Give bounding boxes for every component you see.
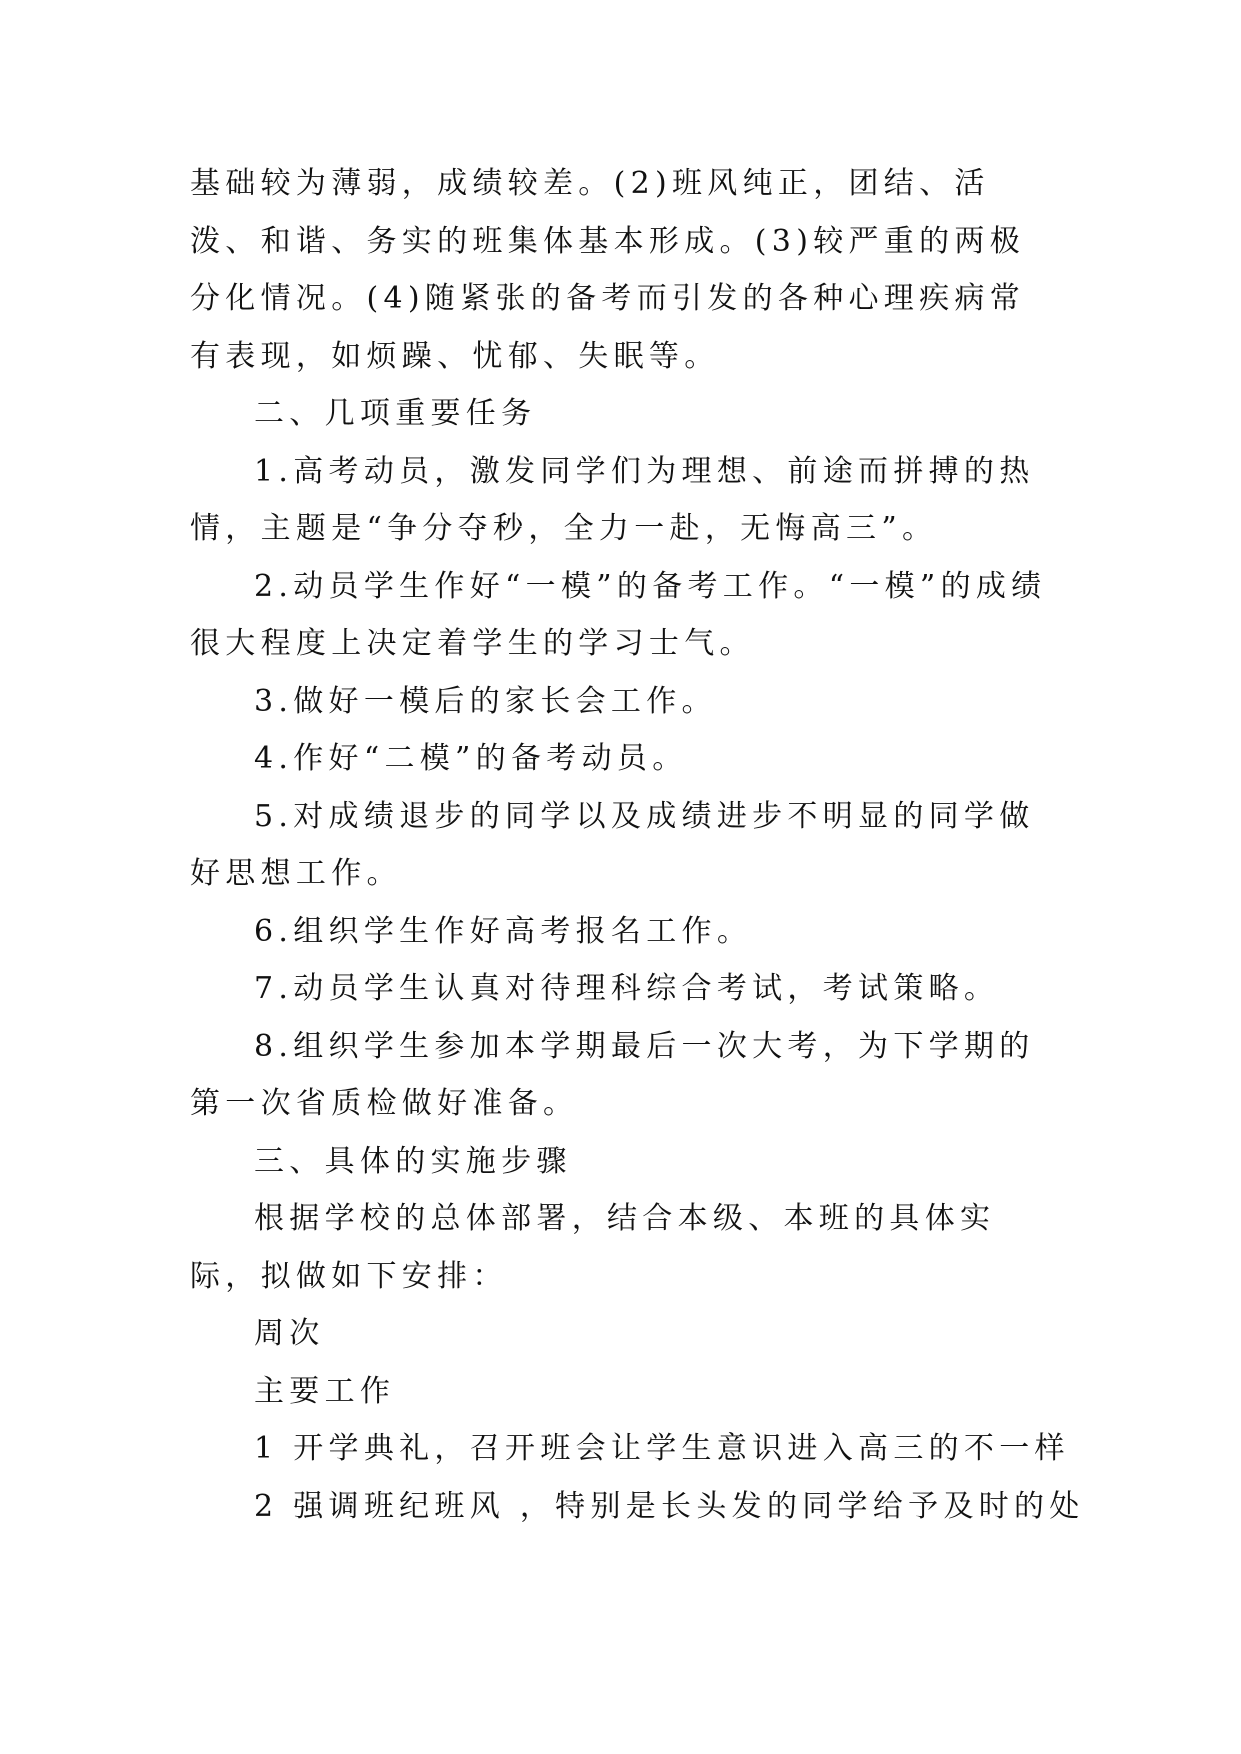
paragraph-class-situation: 基础较为薄弱，成绩较差。(2)班风纯正，团结、活泼、和谐、务实的班集体基本形成。(3)较严重的两极分化情况。(4)随紧张的备考而引发的各种心理疾病常有表现，如烦躁、忧郁、失眠等。 xyxy=(190,166,1025,374)
document-body xyxy=(190,155,1085,1535)
schedule-row-1: 1 开学典礼，召开班会让学生意识进入高三的不一样 xyxy=(254,1431,1070,1466)
heading-implementation-steps: 三、具体的实施步骤 xyxy=(254,1143,572,1179)
paragraph-arrangement-intro: 根据学校的总体部署，结合本级、本班的具体实际，拟做如下安排： xyxy=(190,1201,996,1294)
schedule-label-week: 周次 xyxy=(254,1316,325,1351)
task-item-6: 6.组织学生作好高考报名工作。 xyxy=(254,913,753,949)
task-item-7: 7.动员学生认真对待理科综合考试，考试策略。 xyxy=(254,971,1000,1006)
schedule-label-main-work: 主要工作 xyxy=(254,1373,396,1409)
heading-key-tasks: 二、几项重要任务 xyxy=(254,396,537,431)
task-item-4: 4.作好“二模”的备考动员。 xyxy=(254,741,688,776)
task-item-8: 8.组织学生参加本学期最后一次大考，为下学期的第一次省质检做好准备。 xyxy=(190,1028,1035,1121)
schedule-row-2: 2 强调班纪班风 ，特别是长头发的同学给予及时的处 xyxy=(254,1488,1085,1524)
task-item-1: 1.高考动员，激发同学们为理想、前途而拼搏的热情，主题是“争分夺秒，全力一赴，无悔高三”。 xyxy=(190,453,1035,546)
task-item-3: 3.做好一模后的家长会工作。 xyxy=(254,683,717,719)
task-item-5: 5.对成绩退步的同学以及成绩进步不明显的同学做好思想工作。 xyxy=(190,798,1035,891)
task-item-2: 2.动员学生作好“一模”的备考工作。“一模”的成绩很大程度上决定着学生的学习士气。 xyxy=(190,568,1047,661)
